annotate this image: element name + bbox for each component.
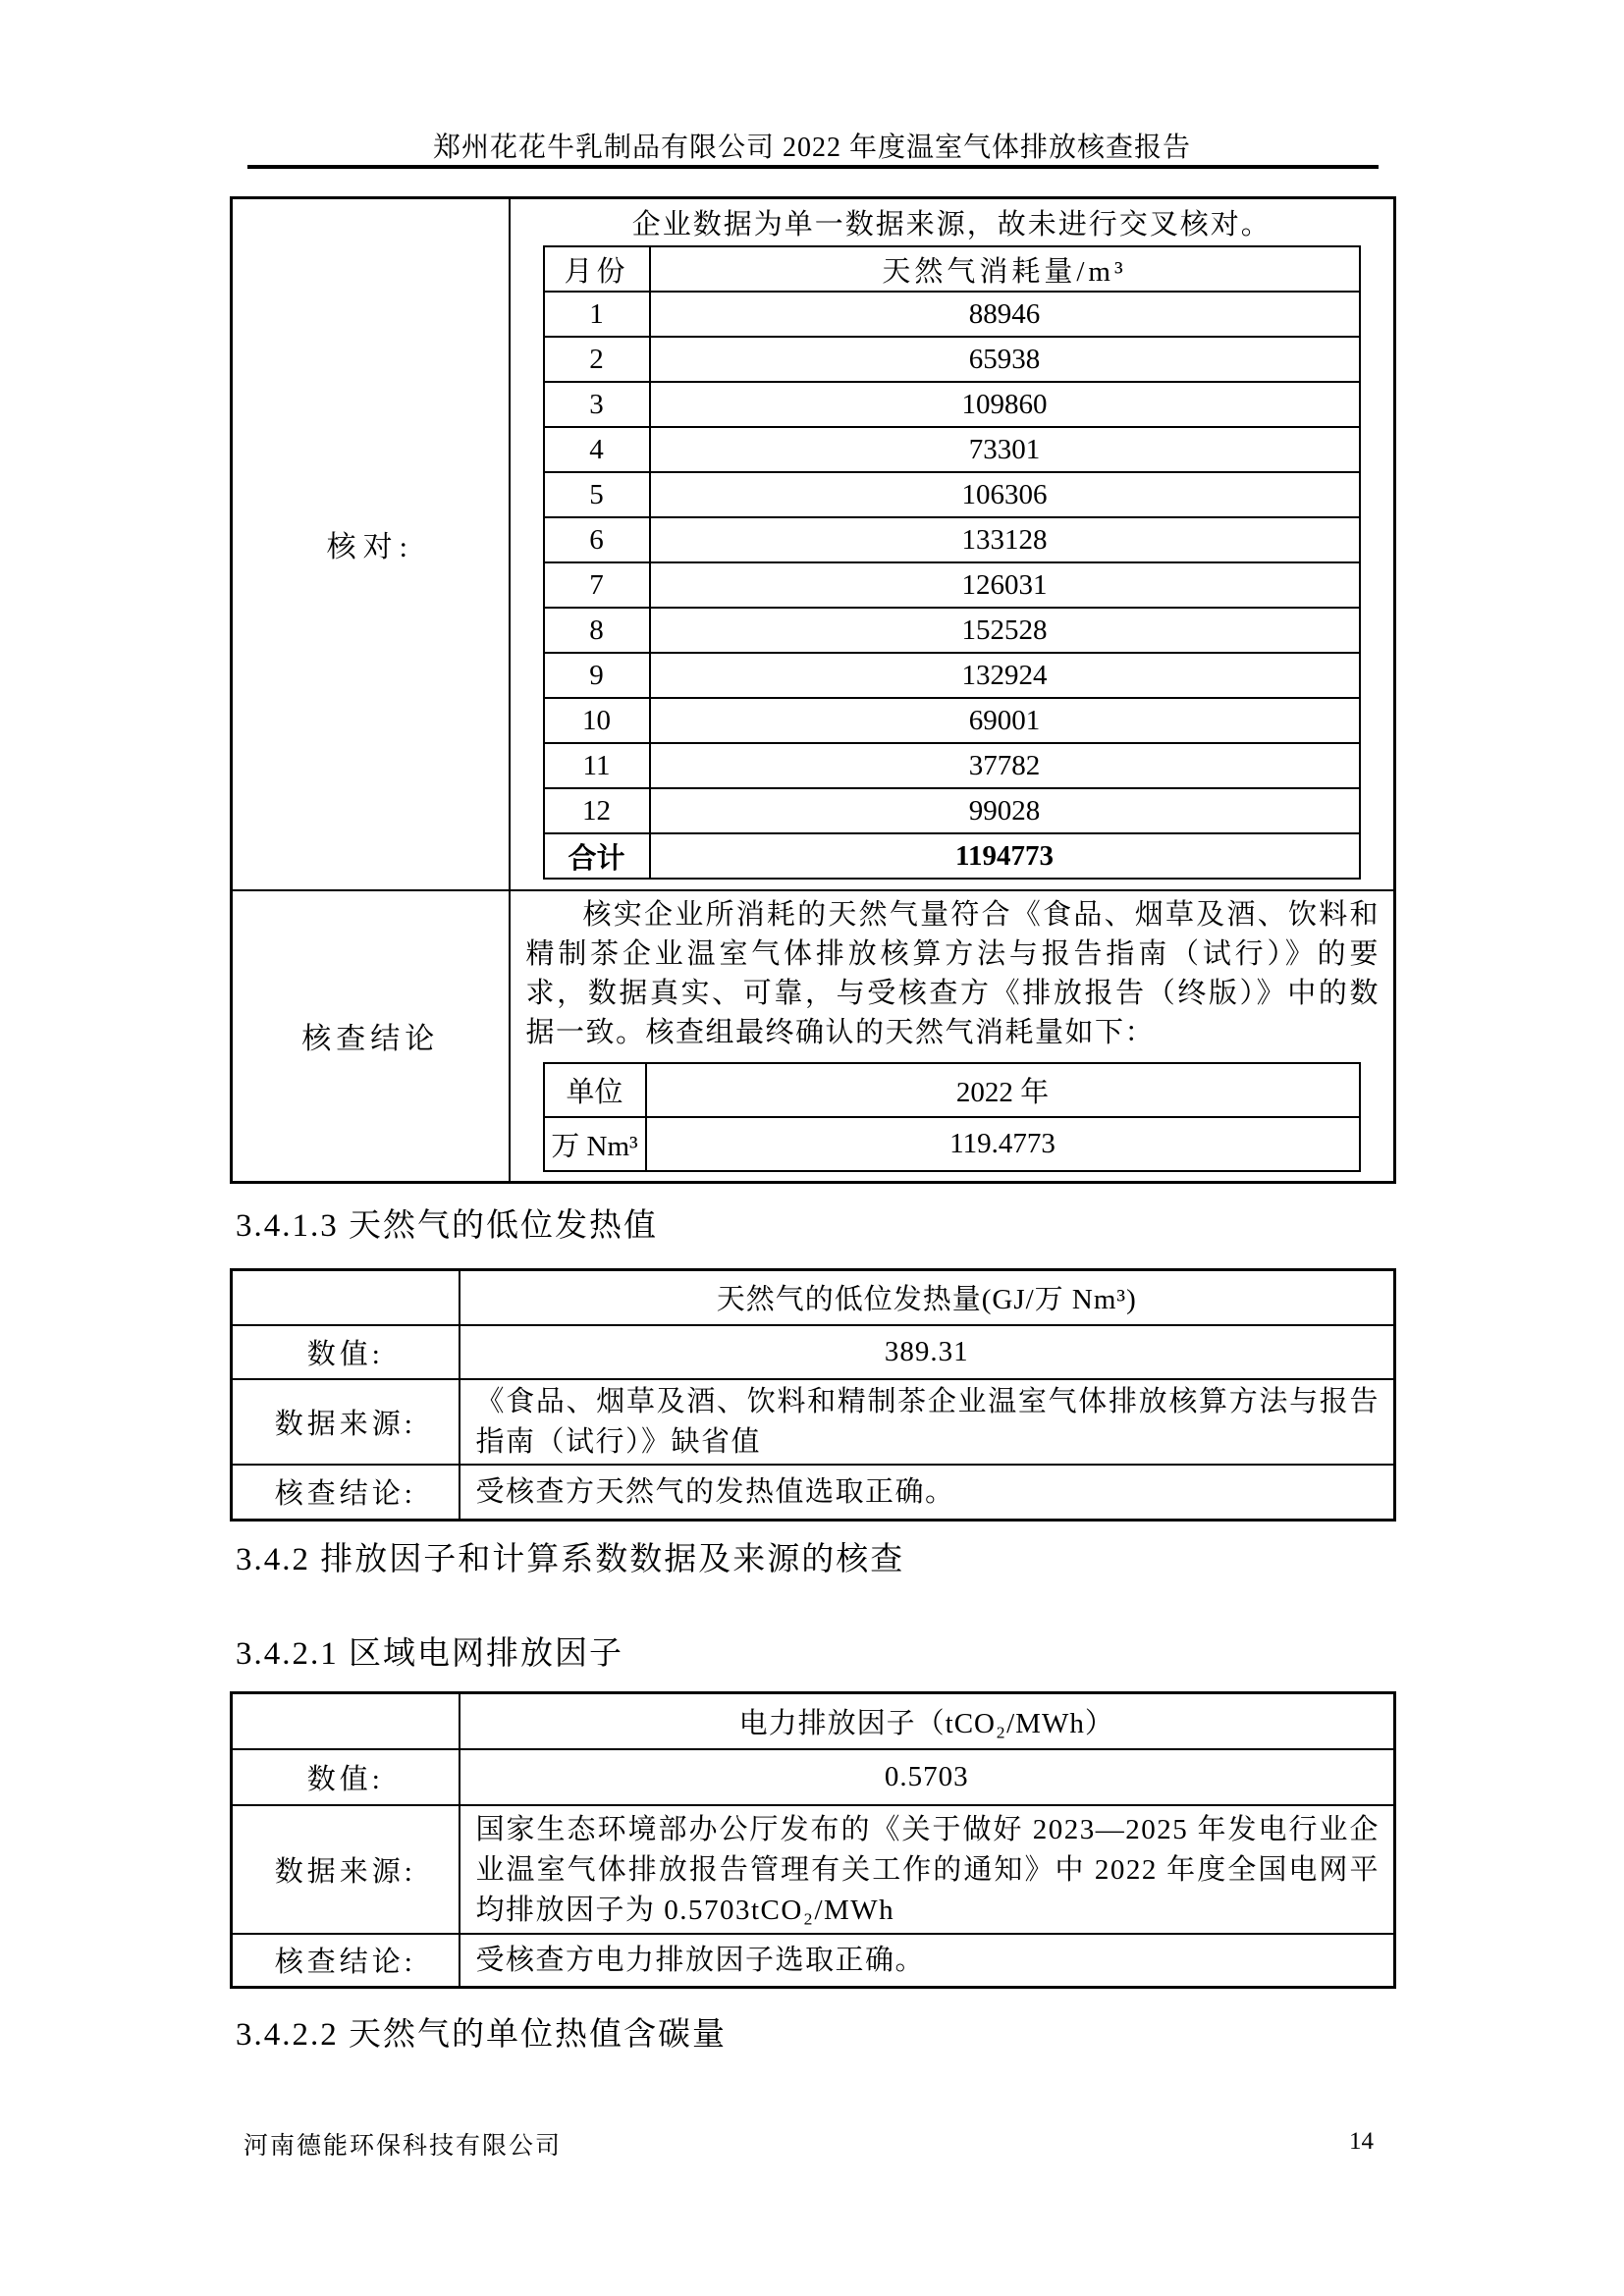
check-content-cell	[510, 198, 1395, 890]
grid-ef-empty-cell	[232, 1693, 460, 1749]
section-heading-342: 3.4.2 排放因子和计算系数数据及来源的核查	[236, 1542, 905, 1577]
gas-column-header: 天然气消耗量/m³	[650, 246, 1360, 292]
ncv-source-label: 数据来源:	[232, 1379, 460, 1465]
gas-value-cell: 106306	[650, 472, 1360, 517]
month-cell: 10	[544, 698, 650, 743]
gas-value-cell: 99028	[650, 788, 1360, 833]
month-cell: 8	[544, 608, 650, 653]
grid-ef-value: 0.5703	[460, 1749, 1395, 1805]
footer-company: 河南德能环保科技有限公司	[244, 2133, 563, 2160]
month-cell: 5	[544, 472, 650, 517]
month-row	[544, 382, 1360, 427]
month-column-header: 月份	[544, 246, 650, 292]
total-value: 1194773	[650, 833, 1360, 879]
year-header: 2022 年	[646, 1063, 1360, 1117]
month-row	[544, 337, 1360, 382]
month-row	[544, 653, 1360, 698]
section-heading-3421: 3.4.2.1 区域电网排放因子	[236, 1636, 623, 1672]
header-rule	[247, 165, 1379, 169]
grid-ef-value-label: 数值:	[232, 1749, 460, 1805]
month-cell: 12	[544, 788, 650, 833]
total-label: 合计	[544, 833, 650, 879]
month-row	[544, 608, 1360, 653]
gas-value-cell: 88946	[650, 292, 1360, 337]
ncv-table	[230, 1268, 1396, 1522]
conclusion-content-cell	[510, 890, 1395, 1183]
gas-value-cell: 126031	[650, 562, 1360, 608]
grid-ef-conclusion-label: 核查结论:	[232, 1934, 460, 1988]
month-cell: 4	[544, 427, 650, 472]
month-cell: 11	[544, 743, 650, 788]
month-cell: 9	[544, 653, 650, 698]
month-row	[544, 517, 1360, 562]
single-source-note: 企业数据为单一数据来源，故未进行交叉核对。	[631, 209, 1272, 240]
ncv-value-label: 数值:	[232, 1325, 460, 1379]
ncv-header: 天然气的低位发热量(GJ/万 Nm³)	[460, 1270, 1395, 1325]
month-row	[544, 472, 1360, 517]
gas-value-cell: 73301	[650, 427, 1360, 472]
grid-ef-table	[230, 1691, 1396, 1989]
month-row	[544, 698, 1360, 743]
monthly-gas-table	[543, 245, 1361, 880]
month-cell: 6	[544, 517, 650, 562]
month-row	[544, 743, 1360, 788]
ncv-value: 389.31	[460, 1325, 1395, 1379]
year-value: 119.4773	[646, 1117, 1360, 1171]
month-row	[544, 292, 1360, 337]
conclusion-paragraph: 核实企业所消耗的天然气量符合《食品、烟草及酒、饮料和精制茶企业温室气体排放核算方法与报告指南（试行）》的要求，数据真实、可靠，与受核查方《排放报告（终版）》中的数据一致。核查组最终确认的天然气消耗量如下：	[525, 898, 1380, 1048]
grid-ef-source: 国家生态环境部办公厅发布的《关于做好 2023—2025 年发电行业企业温室气体排放报告管理有关工作的通知》中 2022 年度全国电网平均排放因子为 0.5703tCO₂/MWh	[460, 1805, 1395, 1934]
gas-value-cell: 133128	[650, 517, 1360, 562]
gas-value-cell: 65938	[650, 337, 1360, 382]
check-label: 核对:	[232, 198, 510, 890]
section-heading-3422: 3.4.2.2 天然气的单位热值含碳量	[236, 2017, 727, 2053]
month-row	[544, 788, 1360, 833]
month-cell: 7	[544, 562, 650, 608]
unit-summary-table	[543, 1062, 1361, 1172]
ncv-source: 《食品、烟草及酒、饮料和精制茶企业温室气体排放核算方法与报告指南（试行）》缺省值	[460, 1379, 1395, 1465]
verification-table	[230, 196, 1396, 1184]
month-row	[544, 562, 1360, 608]
ncv-conclusion-label: 核查结论:	[232, 1465, 460, 1521]
month-cell: 3	[544, 382, 650, 427]
grid-ef-source-label: 数据来源:	[232, 1805, 460, 1934]
report-header-title: 郑州花花牛乳制品有限公司 2022 年度温室气体排放核查报告	[432, 133, 1191, 163]
month-rows	[544, 292, 1360, 833]
gas-value-cell: 152528	[650, 608, 1360, 653]
gas-value-cell: 109860	[650, 382, 1360, 427]
ncv-empty-cell	[232, 1270, 460, 1325]
unit-value: 万 Nm³	[544, 1117, 646, 1171]
month-cell: 1	[544, 292, 650, 337]
gas-value-cell: 69001	[650, 698, 1360, 743]
gas-value-cell: 132924	[650, 653, 1360, 698]
footer-page-number: 14	[1349, 2128, 1374, 2155]
unit-header: 单位	[544, 1063, 646, 1117]
ncv-conclusion: 受核查方天然气的发热值选取正确。	[460, 1465, 1395, 1521]
month-cell: 2	[544, 337, 650, 382]
grid-ef-header: 电力排放因子（tCO₂/MWh）	[460, 1693, 1395, 1749]
month-row	[544, 427, 1360, 472]
grid-ef-conclusion: 受核查方电力排放因子选取正确。	[460, 1934, 1395, 1988]
section-heading-3413: 3.4.1.3 天然气的低位发热值	[236, 1208, 658, 1244]
conclusion-label: 核查结论	[232, 890, 510, 1183]
gas-value-cell: 37782	[650, 743, 1360, 788]
total-row	[544, 833, 1360, 879]
